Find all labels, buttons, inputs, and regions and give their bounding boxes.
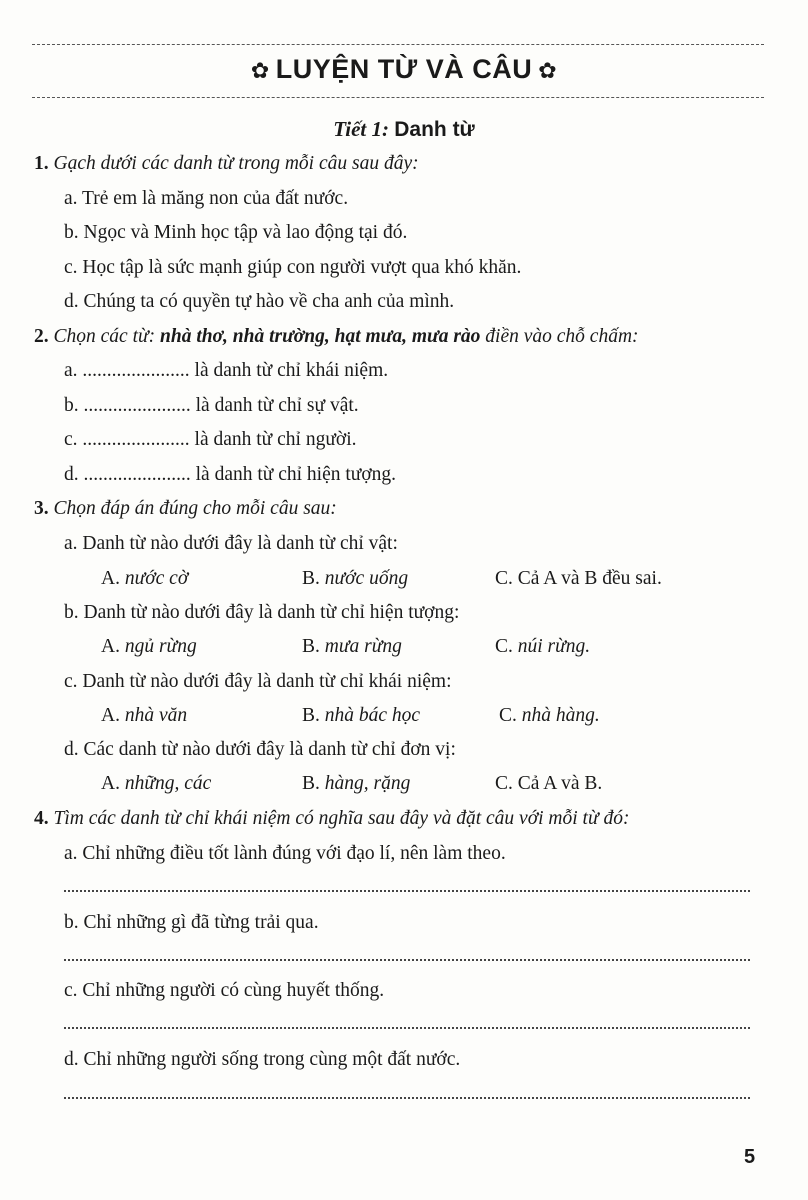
- blank-field[interactable]: ......................: [82, 429, 190, 450]
- item-label: c.: [64, 429, 78, 450]
- question-3-prompt: [34, 497, 337, 521]
- option-c[interactable]: [495, 635, 590, 659]
- option-label: A.: [101, 636, 120, 657]
- option-text: nhà hàng.: [521, 705, 600, 726]
- item-text: là danh từ chỉ hiện tượng.: [195, 464, 397, 485]
- option-a[interactable]: [101, 704, 187, 728]
- answer-line[interactable]: [64, 1097, 750, 1099]
- lesson-prefix: Tiết 1:: [333, 117, 389, 141]
- question-number: 2.: [34, 326, 49, 347]
- question-4-prompt: [34, 807, 629, 831]
- option-label: A.: [101, 568, 120, 589]
- question-number: 4.: [34, 808, 49, 829]
- option-text: ngủ rừng: [124, 636, 197, 657]
- question-4-item-c: c. Chỉ những người có cùng huyết thống.: [64, 980, 385, 1001]
- question-number: 3.: [34, 498, 49, 519]
- lesson-name: Danh từ: [394, 118, 475, 141]
- question-1-item-a: a. Trẻ em là măng non của đất nước.: [64, 188, 349, 209]
- answer-line[interactable]: [64, 959, 750, 961]
- question-text-start: Chọn các từ:: [53, 326, 156, 347]
- question-4-item-a: a. Chỉ những điều tốt lành đúng với đạo lí, nên làm theo.: [64, 843, 506, 864]
- page-title: [0, 54, 808, 85]
- fill-blank-item-a: [64, 359, 388, 383]
- option-label: B.: [302, 636, 320, 657]
- item-text: là danh từ chỉ sự vật.: [195, 395, 359, 416]
- question-4-item-b: b. Chỉ những gì đã từng trải qua.: [64, 912, 319, 933]
- question-1-item-d: d. Chúng ta có quyền tự hào về cha anh của mình.: [64, 291, 455, 312]
- option-b[interactable]: [302, 772, 410, 796]
- option-b[interactable]: [302, 635, 402, 659]
- item-label: a.: [64, 360, 78, 381]
- option-text: những, các: [124, 773, 212, 794]
- option-label: C.: [495, 636, 513, 657]
- question-text-end: điền vào chỗ chấm:: [485, 326, 639, 347]
- flower-icon: ✿: [250, 59, 270, 84]
- question-4-item-d: d. Chỉ những người sống trong cùng một đất nước.: [64, 1049, 461, 1070]
- blank-field[interactable]: ......................: [83, 464, 191, 485]
- option-label: C.: [499, 705, 517, 726]
- option-a[interactable]: [101, 567, 188, 591]
- header-bottom-rule: [32, 97, 764, 98]
- item-text: là danh từ chỉ người.: [194, 429, 357, 450]
- question-1-item-c: c. Học tập là sức mạnh giúp con người vượt qua khó khăn.: [64, 257, 522, 278]
- option-text: nước cờ: [124, 568, 189, 589]
- option-c[interactable]: [499, 704, 600, 728]
- answer-line[interactable]: [64, 890, 750, 892]
- page-number: 5: [744, 1146, 756, 1168]
- question-1-prompt: [34, 152, 419, 176]
- option-label: B.: [302, 568, 320, 589]
- question-number: 1.: [34, 153, 49, 174]
- question-3a: a. Danh từ nào dưới đây là danh từ chỉ vật:: [64, 533, 398, 554]
- question-1-item-b: b. Ngọc và Minh học tập và lao động tại đó.: [64, 222, 408, 243]
- question-text: Gạch dưới các danh từ trong mỗi câu sau đây:: [53, 153, 419, 174]
- option-text: nước uống: [324, 568, 409, 589]
- option-text: núi rừng.: [517, 636, 591, 657]
- blank-field[interactable]: ......................: [82, 360, 190, 381]
- item-text: là danh từ chỉ khái niệm.: [194, 360, 389, 381]
- question-2-prompt: [34, 325, 639, 349]
- item-label: b.: [64, 395, 79, 416]
- option-b[interactable]: [302, 567, 408, 591]
- option-c[interactable]: C. Cả A và B đều sai.: [495, 568, 662, 589]
- option-label: B.: [302, 773, 320, 794]
- option-label: B.: [302, 705, 320, 726]
- question-3d: d. Các danh từ nào dưới đây là danh từ chỉ đơn vị:: [64, 739, 456, 760]
- option-text: nhà bác học: [324, 705, 421, 726]
- item-label: d.: [64, 464, 79, 485]
- fill-blank-item-d: [64, 463, 396, 487]
- question-text: Tìm các danh từ chỉ khái niệm có nghĩa sau đây và đặt câu với mỗi từ đó:: [53, 808, 630, 829]
- question-3b: b. Danh từ nào dưới đây là danh từ chỉ hiện tượng:: [64, 602, 460, 623]
- question-text: Chọn đáp án đúng cho mỗi câu sau:: [53, 498, 337, 519]
- answer-line[interactable]: [64, 1027, 750, 1029]
- option-label: A.: [101, 773, 120, 794]
- word-list: nhà thơ, nhà trường, hạt mưa, mưa rào: [160, 326, 481, 347]
- question-3c: c. Danh từ nào dưới đây là danh từ chỉ khái niệm:: [64, 671, 452, 692]
- fill-blank-item-c: [64, 428, 357, 452]
- option-text: hàng, rặng: [324, 773, 411, 794]
- option-a[interactable]: [101, 635, 197, 659]
- header-top-rule: [32, 44, 764, 45]
- option-a[interactable]: [101, 772, 211, 796]
- flower-icon: ✿: [538, 59, 558, 84]
- option-c[interactable]: C. Cả A và B.: [495, 773, 603, 794]
- option-label: A.: [101, 705, 120, 726]
- option-text: nhà văn: [124, 705, 188, 726]
- page-title-text: LUYỆN TỪ VÀ CÂU: [275, 54, 533, 84]
- blank-field[interactable]: ......................: [83, 395, 191, 416]
- lesson-heading: [0, 117, 808, 142]
- option-b[interactable]: [302, 704, 420, 728]
- fill-blank-item-b: [64, 394, 359, 418]
- option-text: mưa rừng: [324, 636, 402, 657]
